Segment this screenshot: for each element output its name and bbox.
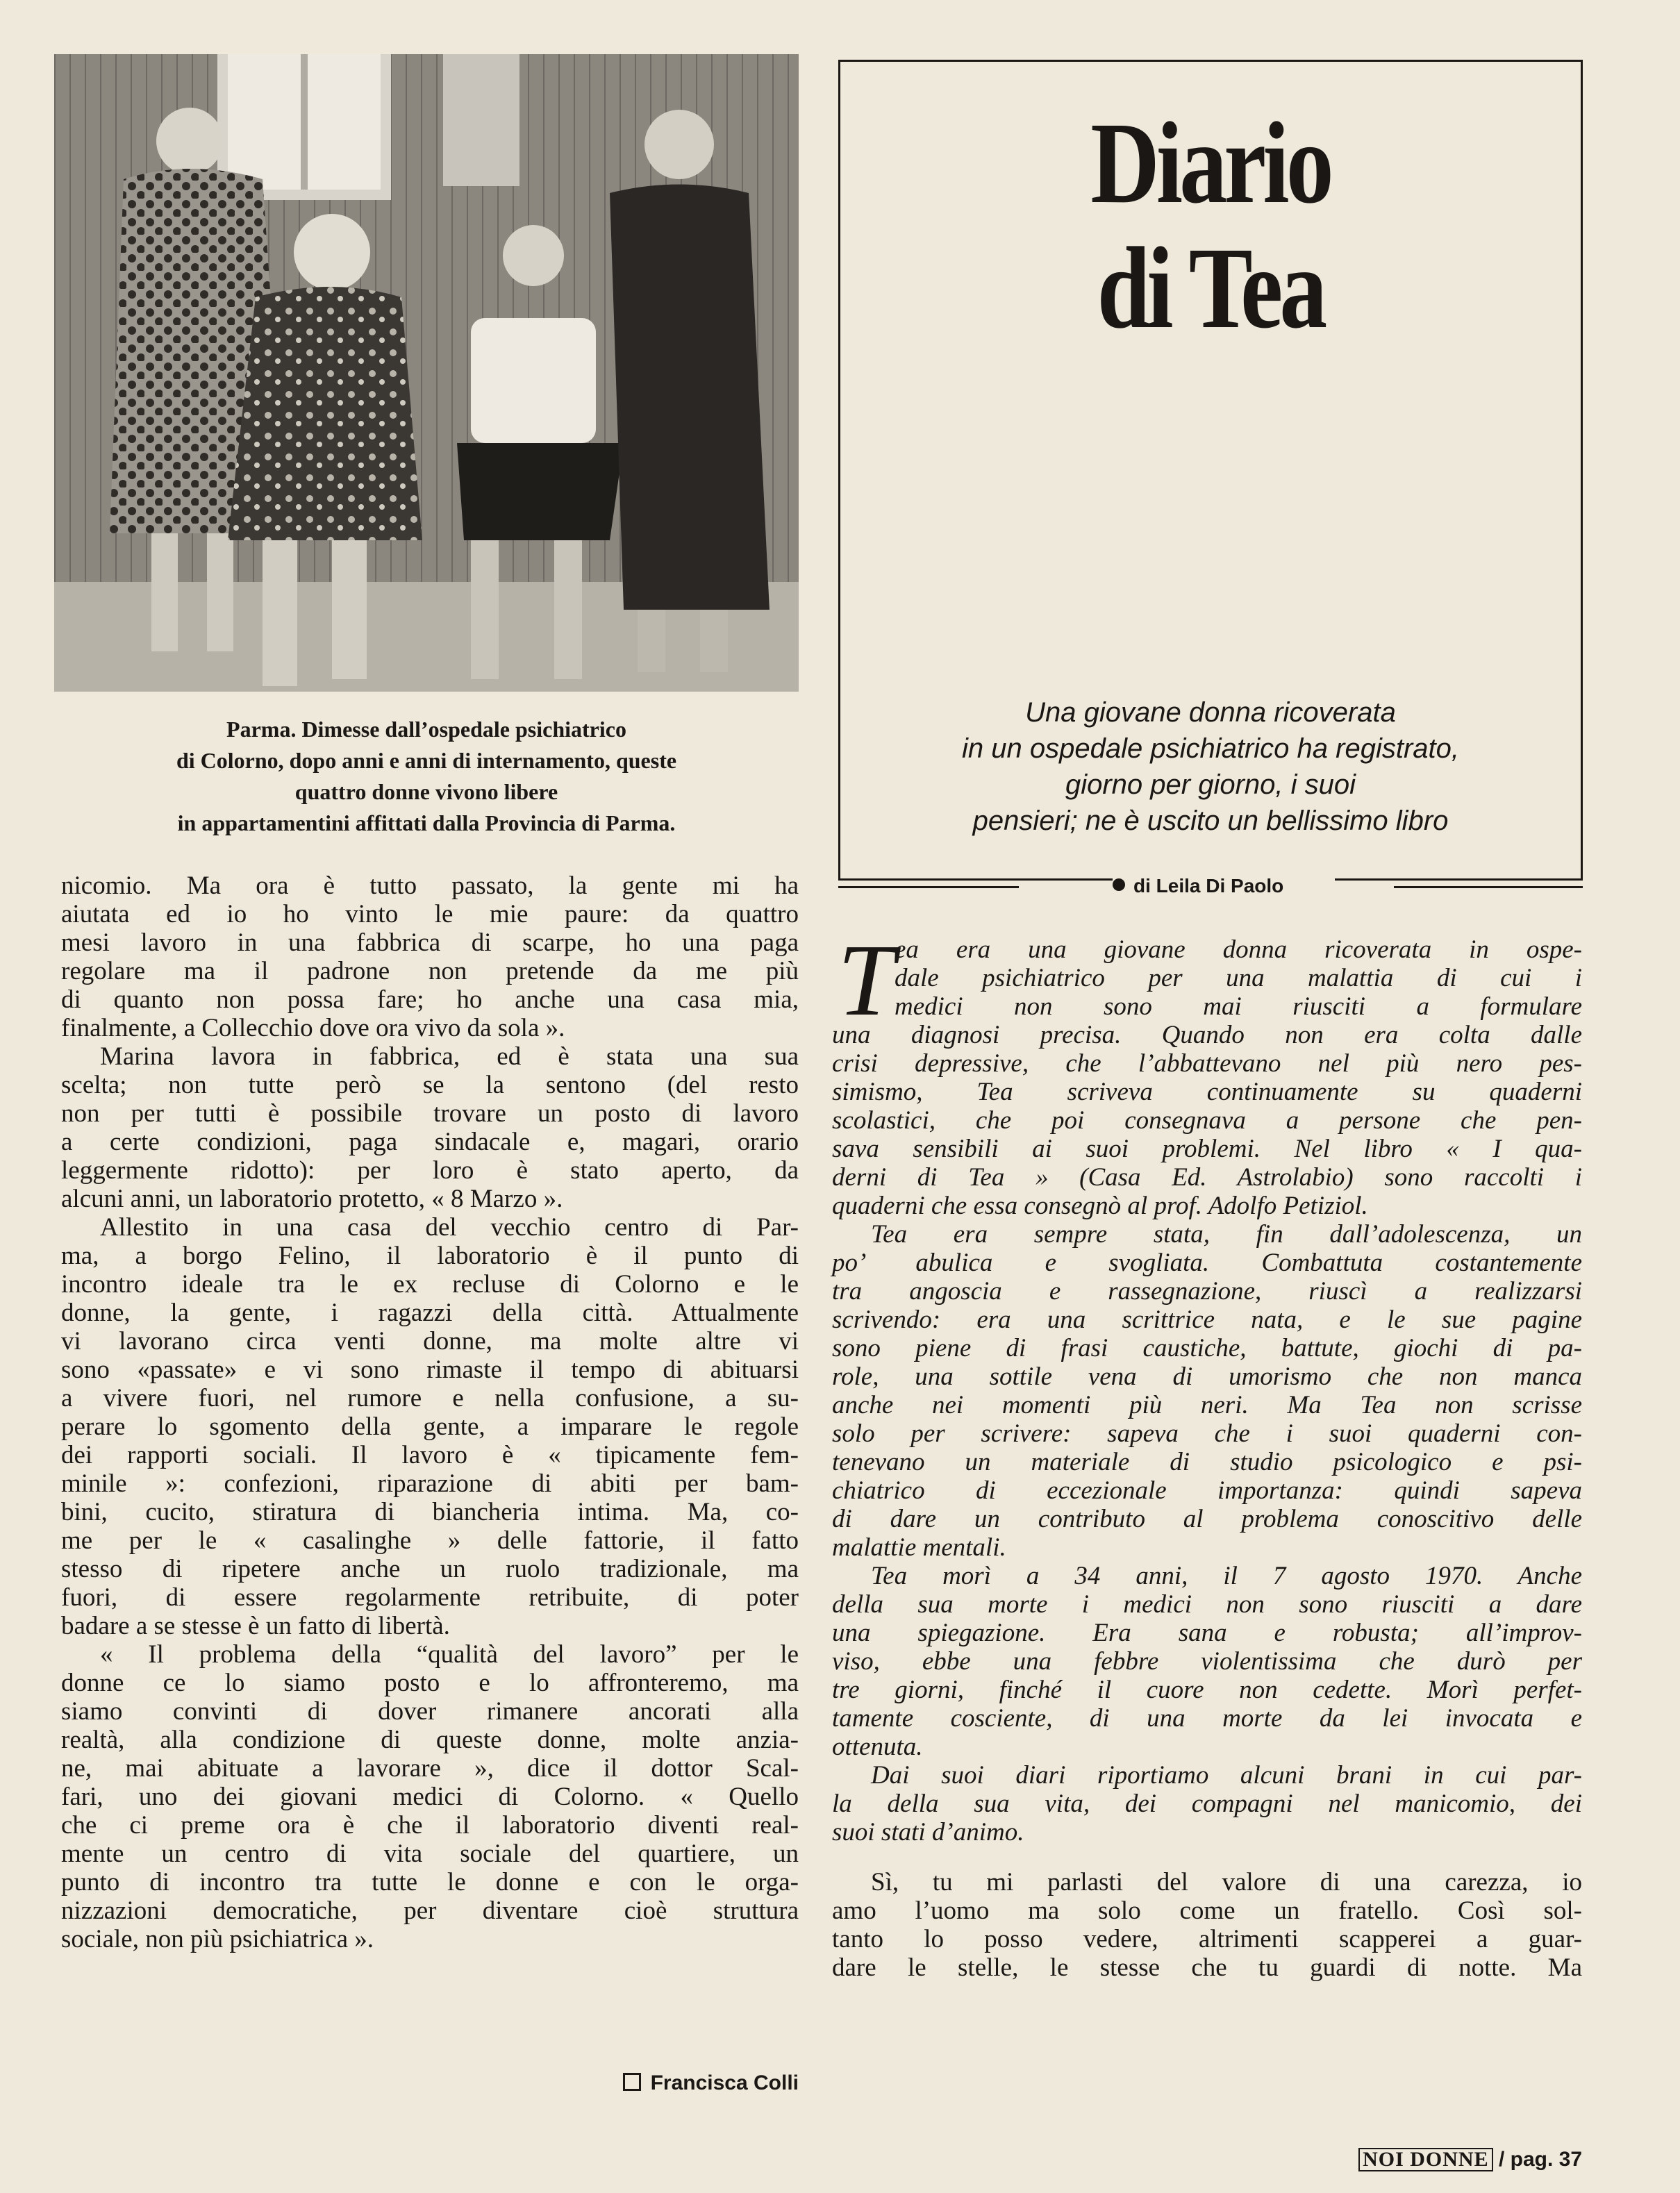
text-line: tre giorni, finché il cuore non cedette. Morì perfet- [832, 1676, 1582, 1704]
text-line: donne, la gente, i ragazzi della città. Attualmente [61, 1299, 799, 1327]
left-column [61, 872, 799, 1953]
text-line: stesso di ripetere anche un ruolo tradizionale, ma [61, 1555, 799, 1583]
text-line: di dare un contributo al problema conoscitivo delle [832, 1505, 1582, 1533]
text-line: vi lavorano circa venti donne, ma molte altre vi [61, 1327, 799, 1356]
text-line: perare lo sgomento della gente, a imparare le regole [61, 1412, 799, 1441]
text-line: tanto lo posso vedere, altrimenti scapperei a guar- [832, 1925, 1582, 1953]
text-line: scrivendo: era una scrittrice nata, e le sue pagine [832, 1306, 1582, 1334]
text-line: finalmente, a Collecchio dove ora vivo da sola ». [61, 1014, 565, 1042]
article-dek [838, 694, 1583, 839]
text-line: una spiegazione. Era sana e robusta; all’improv- [832, 1619, 1582, 1647]
text-line: role, una sottile vena di umorismo che non manca [832, 1362, 1582, 1391]
text-line: Marina lavora in fabbrica, ed è stata una sua [100, 1042, 799, 1071]
text-line: dare le stelle, le stesse che tu guardi di notte. Ma [832, 1953, 1582, 1982]
square-icon [623, 2073, 641, 2091]
text-line: della sua morte i medici non sono riusciti a dare [832, 1590, 1582, 1619]
text-line: badare a se stesse è un fatto di libertà. [61, 1612, 450, 1640]
text-line: crisi depressive, che l’abbattevano nel più nero pes- [832, 1049, 1582, 1078]
text-line: amo l’uomo ma solo come un fratello. Così sol- [832, 1896, 1582, 1925]
text-line: ne, mai abituate a lavorare », dice il dottor Scal- [61, 1754, 799, 1783]
article-title [905, 101, 1515, 351]
text-line: a vivere fuori, nel rumore e nella confusione, a su- [61, 1384, 799, 1412]
text-line: tra angoscia e rassegnazione, riuscì a realizzarsi [832, 1277, 1582, 1306]
article-signoff [597, 2069, 799, 2097]
right-column-intro [832, 935, 1582, 1846]
text-line: « Il problema della “qualità del lavoro” per le [100, 1640, 799, 1669]
byline-rule-right [1394, 886, 1583, 888]
dek-line: pensieri; ne è uscito un bellissimo libro [972, 806, 1449, 836]
text-line: scolastici, che poi consegnava a persone che pen- [832, 1106, 1582, 1135]
text-line: suoi stati d’animo. [832, 1818, 1024, 1846]
text-line: anche nei momenti più neri. Ma Tea non scrisse [832, 1391, 1582, 1419]
text-line: derni di Tea » (Casa Ed. Astrolabio) sono raccolti i [832, 1163, 1582, 1192]
text-line: fari, uno dei giovani medici di Colorno. « Quello [61, 1783, 799, 1811]
text-line: di quanto non possa fare; ho anche una casa mia, [61, 985, 799, 1014]
right-column-diary [832, 1868, 1582, 1982]
text-line: leggermente ridotto): per loro è stato aperto, da [61, 1156, 799, 1185]
byline-row [838, 872, 1583, 900]
photo-caption [54, 714, 799, 839]
dek-line: giorno per giorno, i suoi [1065, 769, 1356, 800]
text-line: mesi lavoro in una fabbrica di scarpe, ho una paga [61, 928, 799, 957]
text-line: sono «passate» e vi sono rimaste il tempo di abituarsi [61, 1356, 799, 1384]
text-line: ea era una giovane donna ricoverata in ospe- [895, 935, 1582, 964]
text-line: la della sua vita, dei compagni nel manicomio, dei [832, 1790, 1582, 1818]
text-line: alcuni anni, un laboratorio protetto, « 8 Marzo ». [61, 1185, 563, 1213]
magazine-logo: NOI DONNE [1358, 2148, 1493, 2171]
byline [1113, 872, 1335, 900]
text-line: nizzazioni democratiche, per diventare cioè struttura [61, 1896, 799, 1925]
caption-line: quattro donne vivono libere [294, 779, 558, 804]
text-line: Tea era sempre stata, fin dall’adolescenza, un [871, 1220, 1582, 1249]
text-line: a certe condizioni, paga sindacale e, magari, orario [61, 1128, 799, 1156]
text-line: chiatrico di eccezionale importanza: quindi sapeva [832, 1476, 1582, 1505]
text-line: medici non sono mai riusciti a formulare [895, 992, 1582, 1021]
text-line: incontro ideale tra le ex recluse di Colorno e le [61, 1270, 799, 1299]
text-line: mente un centro di vita sociale del quartiere, un [61, 1840, 799, 1868]
title-line: di Tea [1097, 224, 1324, 353]
dek-line: in un ospedale psichiatrico ha registrato, [962, 733, 1459, 764]
caption-line: di Colorno, dopo anni e anni di internamento, queste [176, 748, 677, 773]
caption-line: Parma. Dimesse dall’ospedale psichiatrico [226, 717, 626, 742]
text-line: punto di incontro tra tutte le donne e con le orga- [61, 1868, 799, 1896]
text-line: sociale, non più psichiatrica ». [61, 1925, 374, 1953]
footer-separator: / [1498, 2148, 1505, 2171]
photo-four-women [54, 54, 799, 692]
caption-line: in appartamentini affittati dalla Provincia di Parma. [177, 810, 676, 835]
text-line: tenevano un materiale di studio psicologico e psi- [832, 1448, 1582, 1476]
text-line: tamente cosciente, di una morte da lei invocata e [832, 1704, 1582, 1733]
text-line: sava sensibili ai suoi problemi. Nel libro « I qua- [832, 1135, 1582, 1163]
text-line: minile »: confezioni, riparazione di abiti per bam- [61, 1469, 799, 1498]
text-line: realtà, alla condizione di queste donne, molte anzia- [61, 1726, 799, 1754]
signoff-author: Francisca Colli [650, 2071, 799, 2094]
text-line: Dai suoi diari riportiamo alcuni brani in cui par- [871, 1761, 1582, 1790]
bullet-icon [1113, 878, 1125, 891]
text-line: Allestito in una casa del vecchio centro di Par- [100, 1213, 799, 1242]
text-line: dale psichiatrico per una malattia di cui i [895, 964, 1582, 992]
text-line: nicomio. Ma ora è tutto passato, la gente mi ha [61, 872, 799, 900]
text-line: regolare ma il padrone non pretende da me più [61, 957, 799, 985]
text-line: aiutata ed io ho vinto le mie paure: da quattro [61, 900, 799, 928]
text-line: malattie mentali. [832, 1533, 1006, 1562]
text-line: che ci preme ora è che il laboratorio diventi real- [61, 1811, 799, 1840]
text-line: Tea morì a 34 anni, il 7 agosto 1970. Anche [871, 1562, 1582, 1590]
text-line: quaderni che essa consegnò al prof. Adolfo Petiziol. [832, 1192, 1368, 1220]
text-line: viso, ebbe una febbre violentissima che durò per [832, 1647, 1582, 1676]
drop-cap: T [838, 924, 895, 1037]
text-line: dei rapporti sociali. Il lavoro è « tipicamente fem- [61, 1441, 799, 1469]
text-line: me per le « casalinghe » delle fattorie, il fatto [61, 1526, 799, 1555]
article-photo [54, 54, 799, 692]
text-line: non per tutti è possibile trovare un posto di lavoro [61, 1099, 799, 1128]
text-line: solo per scrivere: sapeva che i suoi quaderni con- [832, 1419, 1582, 1448]
page-number: pag. 37 [1510, 2148, 1582, 2171]
text-line: po’ abulica e svogliata. Combattuta costantemente [832, 1249, 1582, 1277]
text-line: simismo, Tea scriveva continuamente su quaderni [832, 1078, 1582, 1106]
byline-text: di Leila Di Paolo [1133, 875, 1284, 897]
dek-line: Una giovane donna ricoverata [1025, 697, 1396, 728]
text-line: ottenuta. [832, 1733, 923, 1761]
title-line: Diario [1090, 99, 1331, 228]
text-line: siamo convinti di dover rimanere ancorati alla [61, 1697, 799, 1726]
byline-rule-left [838, 886, 1019, 888]
text-line: bini, cucito, stiratura di biancheria intima. Ma, co- [61, 1498, 799, 1526]
text-line: fuori, di essere regolarmente retribuite, di poter [61, 1583, 799, 1612]
page-footer [1320, 2146, 1582, 2174]
text-line: ma, a borgo Felino, il laboratorio è il punto di [61, 1242, 799, 1270]
text-line: donne ce lo siamo posto e lo affronteremo, ma [61, 1669, 799, 1697]
text-line: scelta; non tutte però se la sentono (del resto [61, 1071, 799, 1099]
text-line: una diagnosi precisa. Quando non era colta dalle [832, 1021, 1582, 1049]
text-line: sono piene di frasi caustiche, battute, giochi di pa- [832, 1334, 1582, 1362]
text-line: Sì, tu mi parlasti del valore di una carezza, io [871, 1868, 1582, 1896]
